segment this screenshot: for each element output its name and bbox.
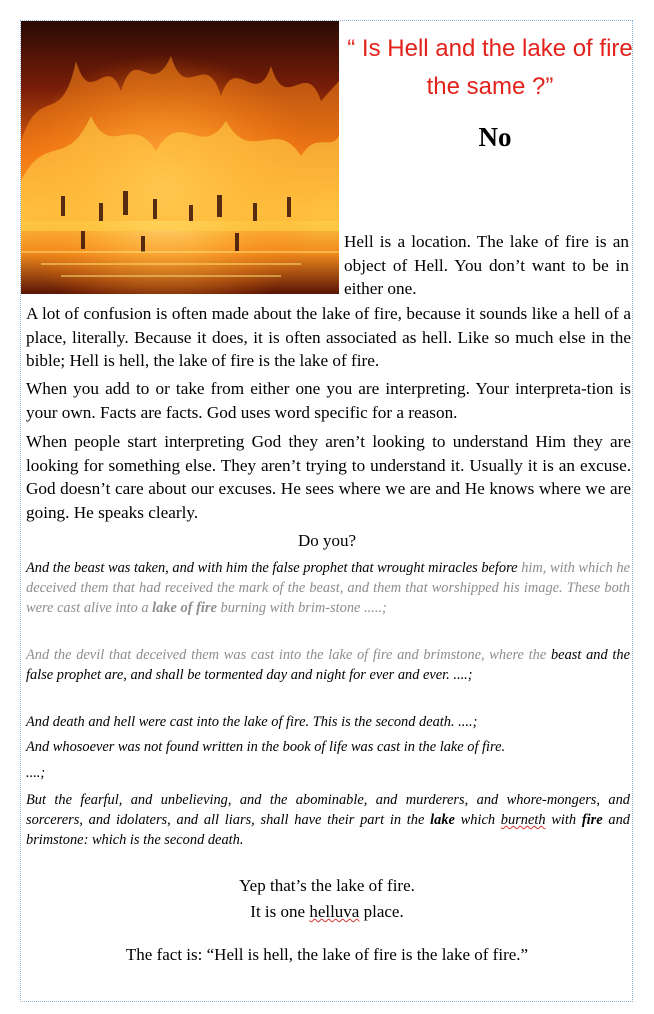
closing-text: It is one <box>250 902 310 921</box>
verse-text: burning with brim-stone .....; <box>216 600 387 616</box>
paragraph: When you add to or take from either one you are interpreting. Your interpreta-tion is your own. Facts are facts. God uses word specific for a reason. <box>26 379 631 422</box>
verse-text: ....; <box>26 765 46 781</box>
verse-text: beast and the false prophet are, and shall be tormented day and night for ever and ever. ....; <box>26 647 630 683</box>
verse-emphasis: lake <box>430 812 455 828</box>
verse-revelation-20-15 <box>26 737 630 783</box>
verse-text: And the devil that deceived them was cast into the lake of fire and brimstone, where the <box>26 647 547 663</box>
question-line: Do you? <box>297 531 357 550</box>
verse-emphasis: lake of fire <box>152 600 217 616</box>
closing-line-2 <box>0 902 654 922</box>
verse-text: And whosoever was not found written in the book of life was cast in the lake of fire. <box>26 739 506 755</box>
closing-fact: The fact is: “Hell is hell, the lake of fire is the lake of fire.” <box>125 945 529 964</box>
verse-text: with <box>545 812 582 828</box>
verse-text: But the fearful, and unbelieving, and the abominable, and murderers, and whore-mongers, and sorcerers, and idolaters, and all liars, shall have their part in the <box>26 792 630 828</box>
verse-text: and brimstone: which is the second death. <box>26 812 630 848</box>
answer-heading: No <box>478 122 512 152</box>
verse-revelation-19-20 <box>26 558 630 618</box>
verse-revelation-20-14: And death and hell were cast into the lake of fire. This is the second death. ....; <box>26 714 478 730</box>
verse-text: burneth <box>500 812 546 828</box>
verse-revelation-21-8 <box>26 790 630 850</box>
page-title: “ Is Hell and the lake of fire the same ?” <box>347 35 633 100</box>
closing-text: helluva <box>309 902 360 921</box>
verse-text: him, with which he deceived them that had received the mark of the beast, and them that worshipped his image. These both were cast alive into a <box>26 560 630 616</box>
intro-paragraph: Hell is a location. The lake of fire is an object of Hell. You don’t want to be in either one. <box>344 232 629 298</box>
closing-line-1: Yep that’s the lake of fire. <box>239 876 415 895</box>
closing-text: place. <box>359 902 404 921</box>
verse-text: And the beast was taken, and with him the false prophet that wrought miracles before <box>26 560 518 576</box>
verse-text: which <box>454 812 501 828</box>
verse-revelation-20-10 <box>26 645 630 685</box>
paragraph: A lot of confusion is often made about the lake of fire, because it sounds like a hell of a place, literally. Because it does, it is often associated as hell. Like so much else in the bible; Hell is hell, the lake of fire is the lake of fire. <box>26 304 631 370</box>
verse-emphasis: fire <box>581 812 603 828</box>
paragraph: When people start interpreting God they aren’t looking to understand Him they are looking for something else. They aren’t trying to understand it. Usually it is an excuse. God doesn’t care about our excuses. He sees where we are and He knows where we are going. He speaks clearly. <box>26 432 631 522</box>
hell-fire-image <box>21 21 339 294</box>
